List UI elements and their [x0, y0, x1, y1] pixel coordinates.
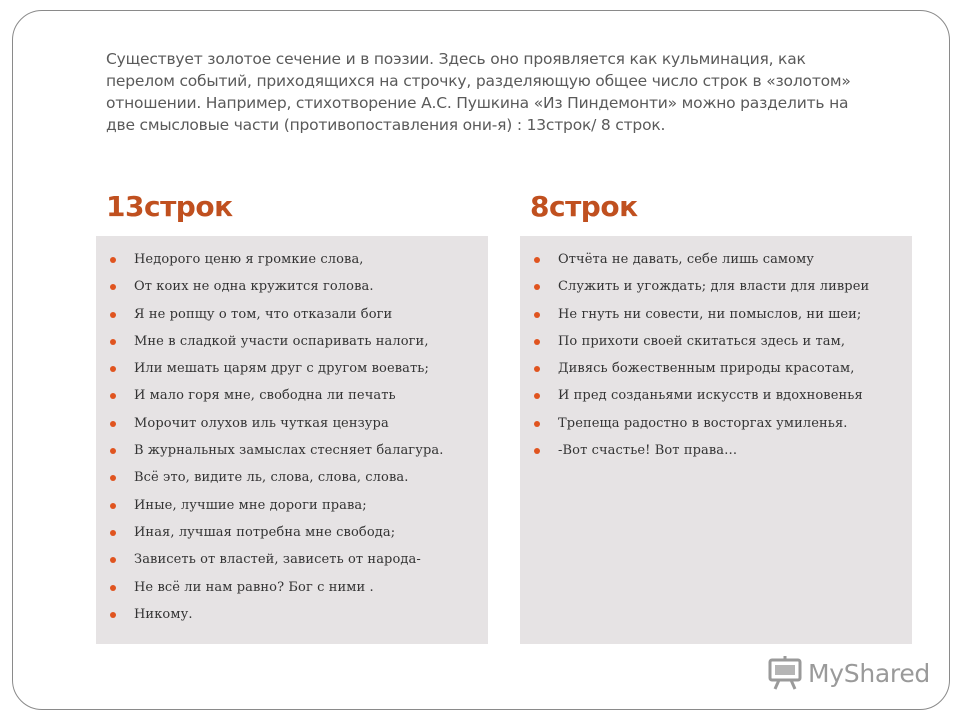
bullet-icon — [110, 421, 116, 427]
poem-line-text: -Вот счастье! Вот права… — [558, 443, 738, 459]
poem-line-text: Трепеща радостно в восторгах умиленья. — [558, 415, 848, 431]
poem-line — [520, 246, 912, 273]
bullet-icon — [110, 312, 116, 318]
poem-line — [96, 410, 488, 437]
poem-line-text: Я не ропщу о том, что отказали боги — [134, 306, 393, 322]
bullet-icon — [110, 503, 116, 509]
poem-line — [96, 492, 488, 519]
intro-paragraph: Существует золотое сечение и в поэзии. Здесь оно проявляется как кульминация, как перелом событий, приходящихся на строчку, разделяющую общее число строк в «золотом» отношении. Например, стихотворение А.С. Пушкина «Из Пиндемонти» можно разделить на две смысловые части (противопоставления они-я) : 13строк/ 8 строк. — [106, 50, 851, 134]
bullet-icon — [534, 448, 540, 454]
logo-text: MyShared — [808, 658, 930, 688]
poem-line — [520, 328, 912, 355]
poem-line — [96, 328, 488, 355]
poem-line-text: От коих не одна кружится голова. — [134, 279, 374, 295]
bullet-icon — [110, 448, 116, 454]
bullet-icon — [110, 257, 116, 263]
bullet-icon — [110, 393, 116, 399]
poem-line-text: Морочит олухов иль чуткая цензура — [134, 415, 389, 431]
poem-line — [96, 546, 488, 573]
presentation-board-icon — [768, 656, 802, 690]
bullet-icon — [534, 257, 540, 263]
poem-line — [520, 382, 912, 409]
right-poem-list — [520, 236, 912, 464]
poem-line — [96, 273, 488, 300]
poem-line-text: Служить и угождать; для власти для ливреи — [558, 279, 870, 295]
poem-line — [520, 410, 912, 437]
poem-line — [520, 301, 912, 328]
poem-line-text: Не всё ли нам равно? Бог с ними . — [134, 579, 374, 595]
left-poem-list — [96, 236, 488, 628]
bullet-icon — [110, 366, 116, 372]
bullet-icon — [534, 312, 540, 318]
left-column-title: 13строк — [106, 190, 233, 223]
poem-line-text: Иные, лучшие мне дороги права; — [134, 497, 367, 513]
poem-line — [96, 519, 488, 546]
bullet-icon — [534, 421, 540, 427]
poem-line-text: Иная, лучшая потребна мне свобода; — [134, 524, 396, 540]
poem-line-text: Всё это, видите ль, слова, слова, слова. — [134, 470, 409, 486]
poem-line — [520, 273, 912, 300]
poem-line-text: По прихоти своей скитаться здесь и там, — [558, 333, 846, 349]
poem-line-text: Отчёта не давать, себе лишь самому — [558, 252, 815, 267]
poem-line-text: И пред созданьями искусств и вдохновенья — [558, 388, 863, 404]
myshared-logo[interactable] — [768, 656, 930, 690]
right-poem-panel — [520, 236, 912, 644]
bullet-icon — [534, 393, 540, 399]
poem-line — [96, 464, 488, 491]
poem-line — [96, 437, 488, 464]
poem-line-text: Никому. — [134, 606, 193, 622]
poem-line — [96, 355, 488, 382]
bullet-icon — [110, 530, 116, 536]
bullet-icon — [110, 612, 116, 618]
poem-line-text: И мало горя мне, свободна ли печать — [134, 388, 396, 404]
poem-line-text: Мне в сладкой участи оспаривать налоги, — [134, 333, 429, 349]
poem-line-text: Не гнуть ни совести, ни помыслов, ни шеи; — [558, 306, 862, 322]
left-poem-panel — [96, 236, 488, 644]
bullet-icon — [110, 557, 116, 563]
right-column-title: 8строк — [530, 190, 638, 223]
bullet-icon — [110, 475, 116, 481]
poem-line — [520, 437, 912, 464]
poem-line-text: Зависеть от властей, зависеть от народа- — [134, 552, 421, 568]
bullet-icon — [534, 339, 540, 345]
poem-line-text: Недорого ценю я громкие слова, — [134, 252, 364, 267]
poem-line — [96, 246, 488, 273]
poem-line — [520, 355, 912, 382]
poem-line-text: Или мешать царям друг с другом воевать; — [134, 361, 429, 377]
poem-line — [96, 601, 488, 628]
bullet-icon — [110, 284, 116, 290]
bullet-icon — [534, 284, 540, 290]
poem-line-text: Дивясь божественным природы красотам, — [558, 361, 855, 377]
bullet-icon — [110, 339, 116, 345]
poem-line-text: В журнальных замыслах стесняет балагура. — [134, 443, 444, 459]
poem-line — [96, 574, 488, 601]
poem-line — [96, 382, 488, 409]
poem-line — [96, 301, 488, 328]
bullet-icon — [110, 585, 116, 591]
bullet-icon — [534, 366, 540, 372]
